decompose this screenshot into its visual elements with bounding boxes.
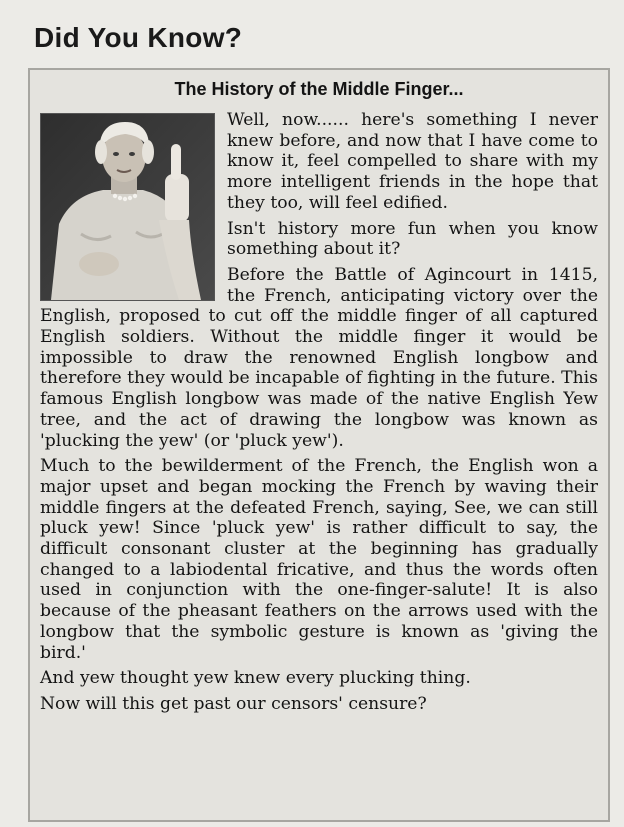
paragraph: And yew thought yew knew every plucking thing. [40, 668, 471, 689]
paragraph: Well, now...... here's something I never knew before, and now that I have come to know it, feel compelled to share with my more intelligent friends in the hope that they too, will feel edified. [227, 110, 598, 213]
article-box [28, 68, 610, 822]
page-title: Did You Know? [34, 22, 243, 53]
article-title: The History of the Middle Finger... [174, 79, 464, 99]
paragraph: Now will this get past our censors' censure? [40, 693, 427, 714]
paragraph: Isn't history more fun when you know something about it? [227, 218, 598, 260]
paragraph: Much to the bewilderment of the French, the English won a major upset and began mocking the French by waving their middle fingers at the defeated French, saying, See, we can still pluck yew! Since 'pluck yew' is rather difficult to say, the difficult consonant cluster at the beginning has gradually changed to a labiodental fricative, and thus the words often used in conjunction with the one-finger-salute! It is also because of the pheasant feathers on the arrows used with the longbow that the symbolic gesture is known as 'giving the bird.' [40, 456, 598, 663]
article-photo [40, 113, 215, 301]
paragraph: Before the Battle of Agincourt in 1415, the French, anticipating victory over the English, proposed to cut off the middle finger of all captured English soldiers. Without the middle finger it would be impossible to draw the renowned English longbow and therefore they would be incapable of fighting in the future. This famous English longbow was made of the native English Yew tree, and the act of drawing the longbow was known as 'plucking the yew' (or 'pluck yew'). [40, 264, 598, 451]
